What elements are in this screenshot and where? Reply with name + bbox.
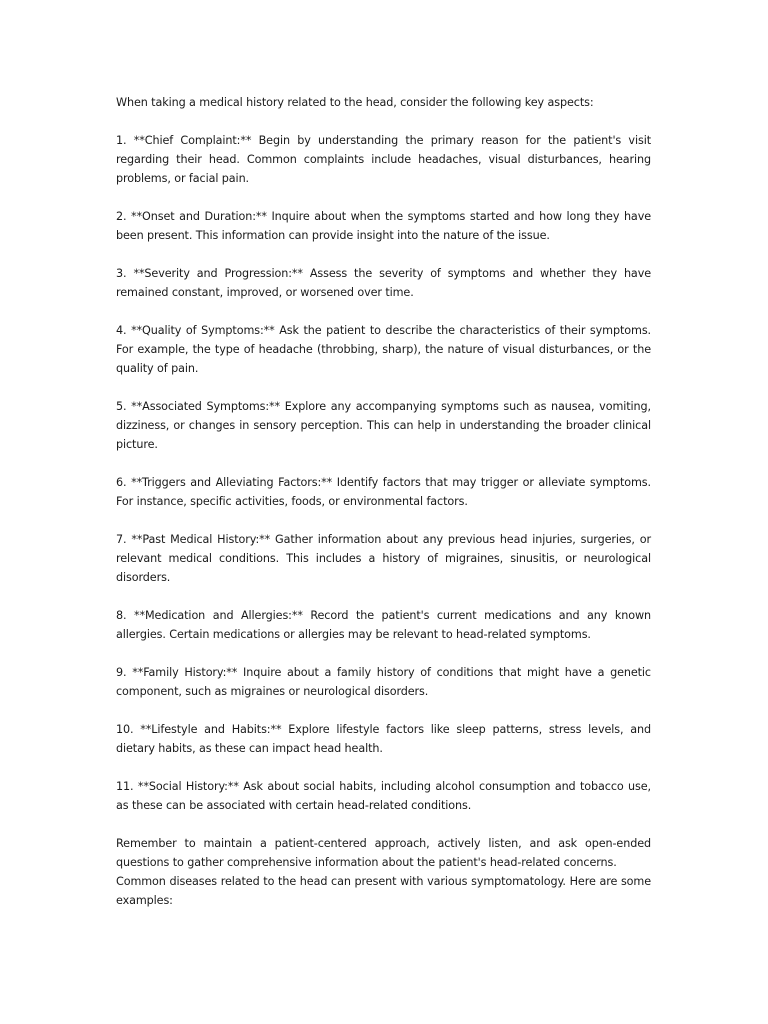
list-item: 3. **Severity and Progression:** Assess the severity of symptoms and whether they have remained constant, improved, or worsened over time.	[116, 267, 651, 299]
closing-paragraph: Remember to maintain a patient-centered approach, actively listen, and ask open-ended questions to gather comprehensive information about the patient's head-related concerns.	[116, 837, 651, 869]
list-item: 11. **Social History:** Ask about social habits, including alcohol consumption and tobacco use, as these can be associated with certain head-related conditions.	[116, 780, 651, 812]
list-item: 5. **Associated Symptoms:** Explore any accompanying symptoms such as nausea, vomiting, dizziness, or changes in sensory perception. This can help in understanding the broader clinical picture.	[116, 400, 651, 451]
list-item: 1. **Chief Complaint:** Begin by understanding the primary reason for the patient's visit regarding their head. Common complaints include headaches, visual disturbances, hearing problems, or facial pain.	[116, 134, 651, 185]
followup-paragraph: Common diseases related to the head can present with various symptomatology. Here are some examples:	[116, 875, 651, 907]
list-item: 6. **Triggers and Alleviating Factors:** Identify factors that may trigger or alleviate symptoms. For instance, specific activities, foods, or environmental factors.	[116, 476, 651, 508]
list-item: 7. **Past Medical History:** Gather information about any previous head injuries, surgeries, or relevant medical conditions. This includes a history of migraines, sinusitis, or neurological disorders.	[116, 533, 651, 584]
document-page	[116, 93, 651, 929]
list-item: 2. **Onset and Duration:** Inquire about when the symptoms started and how long they have been present. This information can provide insight into the nature of the issue.	[116, 210, 651, 242]
list-item: 10. **Lifestyle and Habits:** Explore lifestyle factors like sleep patterns, stress levels, and dietary habits, as these can impact head health.	[116, 723, 651, 755]
list-item: 8. **Medication and Allergies:** Record the patient's current medications and any known allergies. Certain medications or allergies may be relevant to head-related symptoms.	[116, 609, 651, 641]
intro-paragraph: When taking a medical history related to the head, consider the following key aspects:	[116, 96, 594, 109]
list-item: 9. **Family History:** Inquire about a family history of conditions that might have a genetic component, such as migraines or neurological disorders.	[116, 666, 651, 698]
list-item: 4. **Quality of Symptoms:** Ask the patient to describe the characteristics of their symptoms. For example, the type of headache (throbbing, sharp), the nature of visual disturbances, or the quality of pain.	[116, 324, 651, 375]
